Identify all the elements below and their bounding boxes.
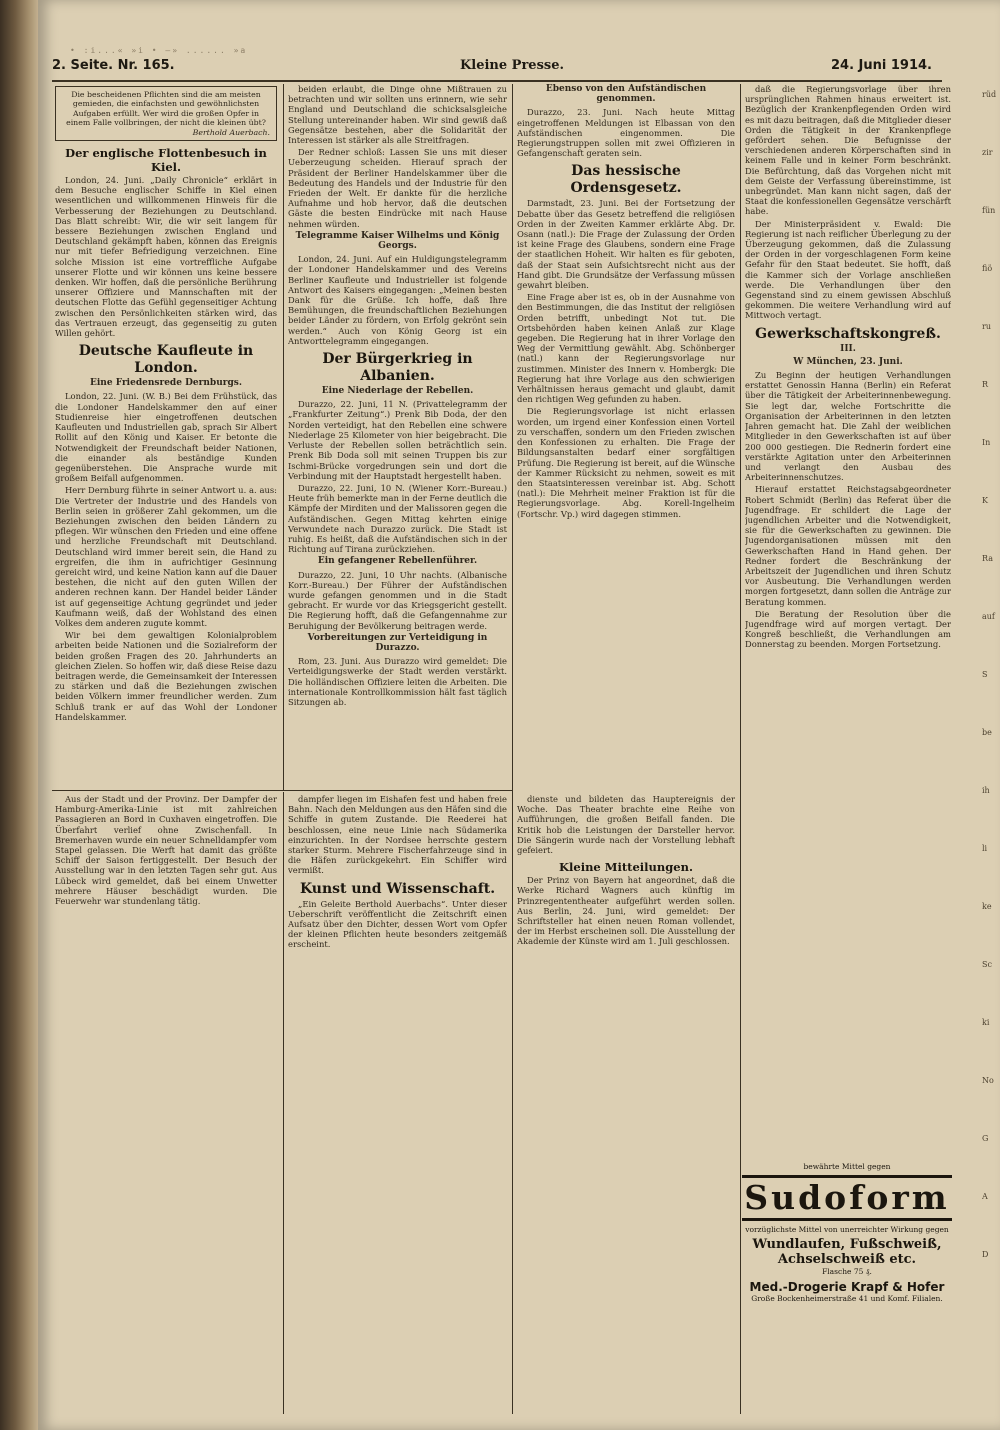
article-cont-p1: beiden erlaubt, die Dinge ohne Mißtrauen zu betrachten und wir sollten uns erinnern, wie sehr England und Deutschland die schicksalsgleiche Stellung untereinander haben. Wir sind gewiß daß Gegensätze bestehen, aber die Solidarität der Interessen ist stärker als alle Streitfragen. <box>288 84 507 146</box>
top-marks: • :i...« »i • —» ...... »a <box>70 46 248 55</box>
ad-price: Flasche 75 ₰. <box>822 1267 872 1276</box>
bottom-section-rule <box>52 790 512 791</box>
edge-fragment: fiö <box>982 264 993 273</box>
edge-fragment: auf <box>982 612 995 621</box>
article-ewald: Der Ministerpräsident v. Ewald: Die Regierung ist nach reiflicher Überlegung zu der Überzeugung gekommen, daß die Zulassung der Orden in der vorgeschlagenen Form keine Gefahr für den Staat bedeutet. Sie hofft, daß die Kammer sich der Vorlage anschließen werde. Die Verhandlungen über den Gegenstand sind zu einem gewissen Abschluß gekommen. Die weitere Verhandlung wird auf Mittwoch vertagt. <box>745 218 951 321</box>
ad-tagline: vorzüglichste Mittel von unerreichter Wirkung gegen <box>745 1225 949 1234</box>
article-flottenbesuch: London, 24. Juni. „Daily Chronicle“ erklärt in dem Besuche englischer Schiffe in Kiel einen wesentlichen und willkommenen Hinweis für die Verbesserung der Beziehungen zu Deutschland. Das Blatt schreibt: Wir, die wir seit langem für bessere Beziehungen zwischen England und Deutschland gekämpft haben, können das Ereignis nur mit tiefer Befriedigung verzeichnen. Eine solche Mission ist eine vortreffliche Aufgabe unserer Flotte und wir können uns keine bessere denken. Wir hoffen, daß die persönliche Berührung unserer Offiziere und Mannschaften mit der deutschen Flotte das Gefühl gegenseitiger Achtung zwischen den Persönlichkeiten stärken wird, das das Vertrauen erzeugt, das gegenseitig zu guten Willen gehört. <box>55 175 277 339</box>
article-ordensgesetz-p1: Darmstadt, 23. Juni. Bei der Fortsetzung der Debatte über das Gesetz betreffend die religiösen Orden in der Zweiten Kammer erklärte Abg. Dr. Osann (natl.): Die Frage der Zulassung der Orden ist keine Frage des Glaubens, sondern eine Frage der staatlichen Hoheit. Wir halten es für geboten, daß der Staat sein Aufsichtsrecht nicht aus der Hand gibt. Die Grundsätze der Verfassung müssen gewahrt bleiben. <box>517 198 735 291</box>
edge-fragment: zir <box>982 148 993 157</box>
bottom-column-1 <box>55 794 277 1412</box>
column-4 <box>745 84 951 1158</box>
subheadline-telegramme: Telegramme Kaiser Wilhelms und König Georgs. <box>295 230 500 252</box>
edge-fragment: R <box>982 380 989 389</box>
headline-gewerkschaftskongress: Gewerkschaftskongreß. <box>755 325 941 342</box>
issue-date: 24. Juni 1914. <box>830 58 932 73</box>
column-rule-3 <box>740 84 741 1414</box>
article-gewerkschaft-p2: Hierauf erstattet Reichstagsabgeordneter Robert Schmidt (Berlin) das Referat über die Jugendfrage. Er schildert die Lage der jugendlichen Arbeiter und die Notwendigkeit, sie für die Gewerkschaften zu gewinnen. Die Jugendorganisationen müssen mit den Gewerkschaften Hand in Hand gehen. Der Redner fordert die Beschränkung der Arbeitszeit der Jugendlichen und ihren Schutz vor Ausbeutung. Die Verhandlungen werden morgen fortgesetzt, dann sollen die Anträge zur Beratung kommen. <box>745 484 951 607</box>
article-verteidigung: Rom, 23. Juni. Aus Durazzo wird gemeldet: Die Verteidigungswerke der Stadt werden verstärkt. Die holländischen Offiziere leiten die Arbeiten. Die internationale Kontrollkommission hält fast täglich Sitzungen ab. <box>288 656 507 707</box>
edge-fragment: A <box>982 1192 988 1201</box>
column-rule-1 <box>283 84 284 790</box>
article-mitteilungen: Der Prinz von Bayern hat angeordnet, daß die Werke Richard Wagners auch künftig im Prinzregententheater aufgeführt werden sollen. Aus Berlin, 24. Juni, wird gemeldet: Der Schriftsteller hat einen neuen Roman vollendet, der im Herbst erscheinen soll. Die Ausstellung der Akademie der Künste wird am 1. Juli geschlossen. <box>517 875 735 947</box>
headline-flottenbesuch: Der englische Flottenbesuch in Kiel. <box>65 146 267 175</box>
headline-albanien: Der Bürgerkrieg in Albanien. <box>322 351 473 385</box>
masthead: Kleine Presse. <box>459 58 565 73</box>
ad-brand: Sudoform <box>742 1175 952 1221</box>
edge-fragment: D <box>982 1250 989 1259</box>
headline-kunst: Kunst und Wissenschaft. <box>299 880 496 897</box>
edge-fragment: In <box>982 438 991 447</box>
article-kaufleute-p3: Wir bei dem gewaltigen Kolonialproblem arbeiten beide Nationen und die Sozialreform der beiden großen Fragen des 20. Jahrhunderts an gleichen Zielen. So hoffen wir, daß diese Reise dazu beitragen werde, die Gemeinsamkeit der Interessen zu stärken und daß die Beziehungen zwischen beiden Völkern immer freundlicher werden. Zum Schluß trank er auf das Wohl der Londoner Handelskammer. <box>55 630 277 722</box>
headline-kaufleute: Deutsche Kaufleute in London. <box>78 343 254 377</box>
book-binding <box>0 0 38 1430</box>
article-kaufleute-p1: London, 22. Juni. (W. B.) Bei dem Frühstück, das die Londoner Handelskammer den auf einer Studienreise hier eingetroffenen deutschen Kaufleuten und Industriellen gab, sprach Sir Albert Rollit auf den König und Kaiser. Er betonte die Notwendigkeit der Freundschaft beider Nationen, die einander als beständige Kunden gegenüberstehen. Die Ansprache wurde mit großem Beifall aufgenommen. <box>55 391 277 484</box>
article-rebellenfuehrer: Durazzo, 22. Juni, 10 Uhr nachts. (Albanische Korr.-Bureau.) Der Führer der Aufständischen wurde gefangen genommen und in die Stadt gebracht. Er wurde vor das Kriegsgericht gestellt. Die Regierung hofft, daß die Gefangennahme zur Beruhigung der Bevölkerung beitragen werde. <box>288 569 507 631</box>
subheadline-rebellenfuehrer: Ein gefangener Rebellenführer. <box>317 556 478 567</box>
article-orden-cont: daß die Regierungsvorlage über ihren ursprünglichen Rahmen hinaus erweitert ist. Bezüglich der Krankenpflegenden Orden wird es mit dazu beitragen, daß die Mitglieder dieser Orden die Tätigkeit in der Krankenpflege gefördert sehen. Die Befugnisse der verschiedenen anderen Körperschaften sind in keinem Falle und in keiner Form beschränkt. Die Befürchtung, daß das Vorgehen nicht mit dem Geiste der Verfassung übereinstimme, ist unbegründet. Man kann nicht sagen, daß der Staat die konfessionellen Gegensätze verschärft habe. <box>745 84 951 217</box>
article-ordensgesetz-p3: Die Regierungsvorlage ist nicht erlassen worden, um irgend einer Konfession einen Vorteil zu verschaffen, sondern um den Frieden zwischen den Konfessionen zu erhalten. Die Frage der Bildungsanstalten bedarf einer sorgfältigen Prüfung. Die Regierung ist bereit, auf die Wünsche der Kammer Rücksicht zu nehmen, soweit es mit den Staatsinteressen vereinbar ist. Abg. Schott (natl.): Die Mehrheit meiner Fraktion ist für die Regierungsvorlage. Abg. Korell-Ingelheim (Fortschr. Vp.) wird dagegen stimmen. <box>517 406 735 519</box>
notice-signature: Berthold Auerbach. <box>192 127 270 137</box>
article-dampfer: dampfer liegen im Eishafen fest und haben freie Bahn. Nach den Meldungen aus den Häfen sind die Schiffe in gutem Zustande. Die Reederei hat beschlossen, eine neue Linie nach Südamerika einzurichten. In der Nordsee herrschte gestern starker Sturm. Mehrere Fischerfahrzeuge sind in die Häfen zurückgekehrt. Ein Schiffer wird vermißt. <box>288 794 507 876</box>
edge-fragment: li <box>982 844 988 853</box>
edge-fragment: ki <box>982 1018 990 1027</box>
article-lokales: Aus der Stadt und der Provinz. Der Dampfer der Hamburg-Amerika-Linie ist mit zahlreichen Passagieren an Bord in Cuxhaven eingetroffen. Die Überfahrt verlief ohne Zwischenfall. In Bremerhaven wurde ein neuer Schnelldampfer vom Stapel gelassen. Die Werft hat damit das größte Schiff der Saison fertiggestellt. Der Besuch der Ausstellung war in den letzten Tagen sehr gut. Aus Lübeck wird gemeldet, daß bei einem Unwetter mehrere Häuser beschädigt wurden. Die Feuerwehr war stundenlang tätig. <box>55 794 277 907</box>
facing-page-edge <box>982 0 1000 1430</box>
bottom-column-2 <box>288 794 507 1412</box>
column-3 <box>517 84 735 790</box>
ad-drugstore: Med.-Drogerie Krapf & Hofer <box>749 1280 945 1294</box>
subheadline-verteidigung: Vorbereitungen zur Verteidigung in Durazzo. <box>307 632 488 653</box>
headline-ordensgesetz: Das hessische Ordensgesetz. <box>570 163 682 197</box>
edge-fragment: No <box>982 1076 994 1085</box>
edge-fragment: S <box>982 670 988 679</box>
article-ordensgesetz-p2: Eine Frage aber ist es, ob in der Ausnahme von den Bestimmungen, die das Institut der religiösen Orden betrifft, unbedingt Not tut. Die Ortsbehörden haben keinen Anlaß zur Klage gegeben. Die Regierung hat in ihrer Vorlage den Weg der Vermittlung gewählt. Abg. Schönberger (natl.) kann der Regierungsvorlage nur zustimmen. Minister des Innern v. Hombergk: Die Regierung hat ihre Vorlage aus den schwierigen Verhältnissen heraus gemacht und glaubt, damit den richtigen Weg gefunden zu haben. <box>517 292 735 405</box>
bottom-col-rule <box>283 792 284 1414</box>
subheadline-elbassan: Ebenso von den Aufständischen genommen. <box>545 84 707 105</box>
column-2 <box>288 84 507 788</box>
column-1 <box>55 84 277 788</box>
edge-fragment: ru <box>982 322 991 331</box>
article-elbassan: Durazzo, 23. Juni. Nach heute Mittag eingetroffenen Meldungen ist Elbassan von den Aufständischen eingenommen. Die Regierungstruppen sollen mit zwei Offizieren in Gefangenschaft geraten sein. <box>517 107 735 159</box>
article-albanien-p2: Durazzo, 22. Juni, 10 N. (Wiener Korr.-Bureau.) Heute früh bemerkte man in der Ferne deutlich die Kämpfe der Mirditen und der Malissoren gegen die Aufständischen. Gegen Mittag kehrten einige Verwundete nach Durazzo zurück. Die Stadt ist ruhig. Es heißt, daß die Aufständischen sich in der Richtung auf Tirana zurückziehen. <box>288 482 507 555</box>
edge-fragment: ke <box>982 902 992 911</box>
ad-product-uses: Wundlaufen, Fußschweiß, Achselschweiß etc. <box>752 1237 942 1267</box>
edge-fragment: Ra <box>982 554 993 563</box>
edge-fragment: fün <box>982 206 996 215</box>
article-kaufleute-p2: Herr Dernburg führte in seiner Antwort u. a. aus: Die Vertreter der Industrie und des Handels von Berlin seien in größerer Zahl gekommen, um die Beziehungen zwischen den beiden Ländern zu pflegen. Wir wünschen den Frieden und eine offene und herzliche Freundschaft mit Deutschland. Deutschland wird immer bereit sein, die Hand zu ergreifen, die ihm in aufrichtiger Gesinnung gereicht wird, und keine Nation kann auf die Dauer bestehen, die nicht auf den guten Willen der anderen rechnen kann. Der Handel beider Länder ist auf gegenseitige Achtung gegründet und jeder Kaufmann weiß, daß der Wohlstand des einen Volkes dem anderen zugute kommt. <box>55 485 277 628</box>
page-number: 2. Seite. Nr. 165. <box>52 58 175 73</box>
article-gewerkschaft-p3: Die Beratung der Resolution über die Jugendfrage wird auf morgen vertagt. Der Kongreß beschließt, die Verhandlungen am Donnerstag zu beenden. Morgen Fortsetzung. <box>745 608 951 650</box>
article-albanien-p1: Durazzo, 22. Juni, 11 N. (Privattelegramm der „Frankfurter Zeitung“.) Prenk Bib Doda, der den Norden verteidigt, hat den Rebellen eine schwere Niederlage 25 Kilometer von hier beigebracht. Die Verluste der Rebellen sollen beträchtlich sein. Prenk Bib Doda soll mit seinen Truppen bis zur Ischmi-Brücke vorgedrungen sein und dort die Verbindung mit der Hauptstadt hergestellt haben. <box>288 399 507 481</box>
article-cont-p2: Der Redner schloß: Lassen Sie uns mit dieser Ueberzeugung scheiden. Hierauf sprach der Präsident der Berliner Handelskammer über die Bedeutung des Handels und der Industrie für den Frieden der Welt. Er dankte für die herzliche Aufnahme und hob hervor, daß die deutschen Gäste die besten Eindrücke mit nach Hause nehmen würden. <box>288 147 507 229</box>
section-number: III. <box>840 343 856 354</box>
ad-address: Große Bockenheimerstraße 41 und Komf. Filialen. <box>751 1294 943 1303</box>
article-telegramme: London, 24. Juni. Auf ein Huldigungstelegramm der Londoner Handelskammer und des Vereins Berliner Kaufleute und Industrieller ist folgende Antwort des Kaisers eingegangen: „Meinen besten Dank für die Grüße. Ich hoffe, daß Ihre Bemühungen, die freundschaftlichen Beziehungen beider Länder zu fördern, von Erfolg gekrönt sein werden.“ Auch von König Georg ist ein Antworttelegramm eingegangen. <box>288 254 507 346</box>
page-header <box>52 58 932 80</box>
notice-text: Die bescheidenen Pflichten sind die am meisten gemieden, die einfachsten und gewöhnlichsten Aufgaben erfüllt. Wer wird die großen Opfer in einem Falle vollbringen, der nicht die kleinen übt? <box>66 90 266 128</box>
edge-fragment: be <box>982 728 992 737</box>
notice-box <box>55 86 277 141</box>
edge-fragment: ih <box>982 786 990 795</box>
headline-mitteilungen: Kleine Mitteilungen. <box>559 860 693 875</box>
subheadline-dernburg: Eine Friedensrede Dernburgs. <box>90 378 242 389</box>
edge-fragment: G <box>982 1134 989 1143</box>
advertisement-sudoform <box>742 1162 952 1416</box>
edge-fragment: rüd <box>982 90 997 99</box>
header-rule <box>52 80 942 82</box>
dateline-muenchen: W München, 23. Juni. <box>793 356 903 367</box>
article-kunst: „Ein Geleite Berthold Auerbachs“. Unter dieser Ueberschrift veröffentlicht die Zeitschrift einen Aufsatz über den Dichter, dessen Wort vom Opfer der kleinen Pflichten heute besonders zeitgemäß erscheint. <box>288 898 507 950</box>
ad-top-text: bewährte Mittel gegen <box>803 1162 891 1171</box>
edge-fragment: Sc <box>982 960 992 969</box>
bottom-column-3 <box>517 794 735 1412</box>
edge-fragment: K <box>982 496 988 505</box>
article-gewerkschaft-p1: Zu Beginn der heutigen Verhandlungen erstattet Genossin Hanna (Berlin) ein Referat über die Tätigkeit der Arbeiterinnenbewegung. Sie legt dar, welche Fortschritte die Organisation der Arbeiterinnen in den letzten Jahren gemacht hat. Die Zahl der weiblichen Mitglieder in den Gewerkschaften ist auf über 200 000 gestiegen. Die Rednerin fordert eine verstärkte Agitation unter den Arbeiterinnen und verlangt den Ausbau des Arbeiterinnenschutzes. <box>745 370 951 483</box>
article-theater: dienste und bildeten das Hauptereignis der Woche. Das Theater brachte eine Reihe von Aufführungen, die großen Beifall fanden. Die Kritik hob die Leistungen der Darsteller hervor. Die Sängerin wurde nach der Vorstellung lebhaft gefeiert. <box>517 794 735 856</box>
column-rule-2 <box>512 84 513 1414</box>
subheadline-niederlage: Eine Niederlage der Rebellen. <box>321 386 474 397</box>
